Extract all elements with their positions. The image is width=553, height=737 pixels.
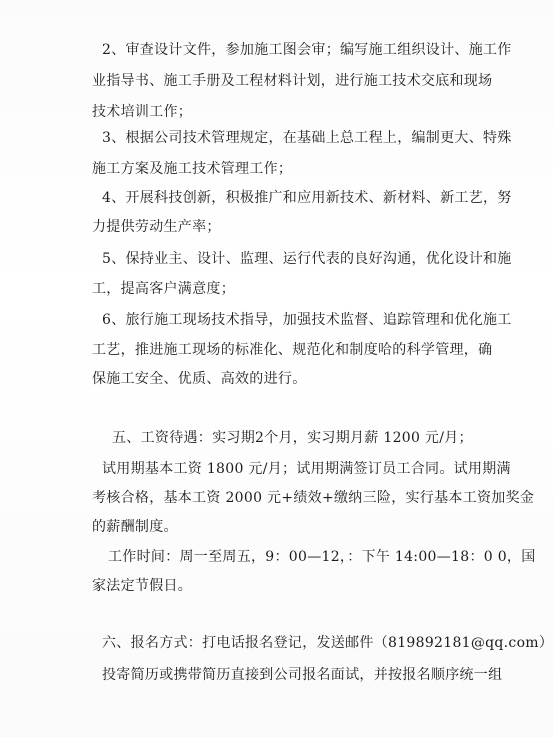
text-line: 家法定节假日。 — [92, 578, 193, 594]
text-line: 六、报名方式：打电话报名登记，发送邮件（819892181@qq.com） — [102, 635, 553, 651]
text-line: 五、工资待遇：实习期2个月，实习期月薪 1200 元/月； — [112, 430, 473, 446]
text-line: 业指导书、施工手册及工程材料计划，进行施工技术交底和现场 — [92, 73, 493, 89]
text-line: 工作时间：周一至周五，9：00—12，：下午 14:00—18：0 0，国 — [108, 549, 536, 565]
text-line: 投寄简历或携带简历直接到公司报名面试，并按报名顺序统一组 — [102, 667, 503, 683]
text-line: 5、保持业主、设计、监理、运行代表的良好沟通，优化设计和施 — [102, 251, 512, 267]
text-line: 技术培训工作； — [92, 104, 193, 120]
text-line: 考核合格，基本工资 2000 元+绩效+缴纳三险，实行基本工资加奖金 — [92, 490, 535, 506]
text-line: 2、审查设计文件，参加施工图会审；编写施工组织设计、施工作 — [102, 42, 512, 58]
text-line: 6、旅行施工现场技术指导，加强技术监督、追踪管理和优化施工 — [102, 312, 512, 328]
text-line: 的薪酬制度。 — [92, 519, 178, 535]
text-line: 工艺，推进施工现场的标准化、规范化和制度哈的科学管理，确 — [92, 342, 493, 358]
text-line: 4、开展科技创新，积极推广和应用新技术、新材料、新工艺，努 — [102, 190, 512, 206]
text-line: 施工方案及施工技术管理工作； — [92, 161, 293, 177]
text-line: 力提供劳动生产率； — [92, 219, 221, 235]
text-line: 试用期基本工资 1800 元/月；试用期满签订员工合同。试用期满 — [102, 461, 511, 477]
text-line: 保施工安全、优质、高效的进行。 — [92, 371, 307, 387]
text-line: 工，提高客户满意度； — [92, 281, 235, 297]
text-line: 3、根据公司技术管理规定，在基础上总工程上，编制更大、特殊 — [102, 130, 512, 146]
